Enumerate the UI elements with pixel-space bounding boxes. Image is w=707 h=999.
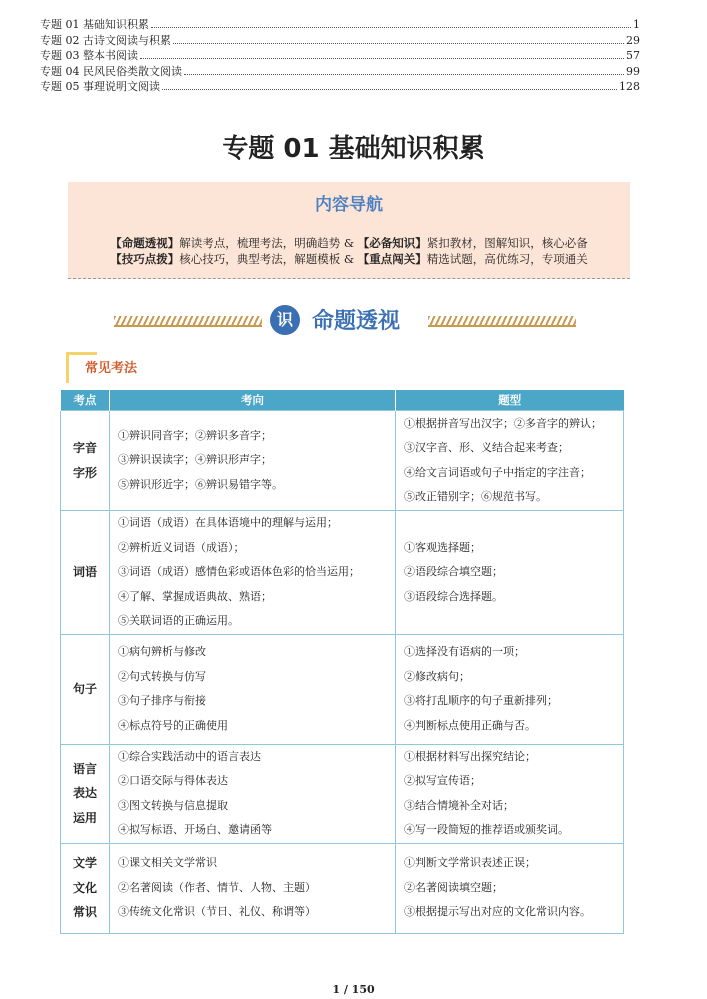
direction-item: ②名著阅读（作者、情节、人物、主题）	[118, 880, 316, 894]
direction-item: ③句子排序与衔接	[118, 694, 206, 707]
type-cell	[396, 634, 624, 744]
nav-text: 精选试题，高优练习，专项通关	[426, 252, 588, 266]
nav-tag: 【必备知识】	[357, 236, 427, 250]
toc-entry[interactable]	[40, 33, 640, 49]
direction-item: ①病句辨析与修改	[118, 645, 206, 658]
key-line: 语言	[72, 761, 97, 776]
type-cell	[396, 411, 624, 511]
direction-cell	[110, 634, 396, 744]
stripe-decoration	[428, 316, 576, 327]
toc-label: 专题 02 古诗文阅读与积累	[40, 33, 171, 47]
type-item: ①判断文学常识表述正误；	[404, 856, 536, 870]
nav-tag: 【命题透视】	[110, 236, 180, 250]
table-row	[61, 411, 624, 511]
nav-text: 紧扣教材，图解知识，核心必备	[426, 236, 588, 250]
page-number: 1 / 150	[332, 983, 375, 996]
section-title: 常见考法	[85, 361, 138, 376]
stripe-decoration	[114, 316, 262, 327]
type-item: ①选择没有语病的一项；	[404, 645, 525, 658]
key-line: 运用	[72, 810, 97, 825]
direction-item: ①词语（成语）在具体语境中的理解与运用；	[118, 516, 338, 529]
col-header: 题型	[396, 390, 624, 411]
direction-item: ②句式转换与仿写	[118, 669, 206, 683]
direction-item: ③传统文化常识（节日、礼仪、称谓等）	[118, 905, 316, 919]
table-row	[61, 843, 624, 933]
direction-item: ④了解、掌握成语典故、熟语；	[118, 589, 272, 603]
key-line: 词语	[72, 565, 97, 579]
toc-label: 专题 01 基础知识积累	[40, 18, 149, 31]
direction-item: ③词语（成语）感情色彩或语体色彩的恰当运用；	[118, 565, 360, 578]
nav-tag: 【重点闯关】	[357, 252, 427, 266]
toc-page: 57	[626, 49, 640, 62]
type-item: ④写一段简短的推荐语或颁奖词。	[404, 823, 569, 836]
table-row	[61, 511, 624, 635]
type-item: ①根据拼音写出汉字；②多音字的辨认；	[404, 416, 602, 430]
type-item: ③汉字音、形、义结合起来考查；	[404, 441, 569, 454]
direction-item: ③辨识误读字；④辨识形声字；	[118, 453, 272, 467]
type-item: ⑤改正错别字；⑥规范书写。	[404, 490, 547, 503]
direction-item: ④拟写标语、开场白、邀请函等	[118, 823, 272, 836]
badge-icon: 识	[270, 305, 300, 335]
toc-page: 128	[619, 80, 640, 93]
type-item: ②语段综合填空题；	[404, 565, 503, 578]
table-of-contents	[40, 17, 640, 95]
toc-entry[interactable]	[40, 17, 640, 33]
nav-heading: 内容导航	[315, 195, 383, 215]
toc-entry[interactable]	[40, 64, 640, 80]
key-line: 句子	[72, 681, 97, 696]
exam-point	[61, 411, 110, 511]
type-cell	[396, 511, 624, 635]
direction-item: ①辨识同音字；②辨识多音字；	[118, 428, 272, 442]
type-cell	[396, 843, 624, 933]
key-line: 字音	[72, 441, 97, 455]
toc-page: 1	[633, 18, 640, 31]
nav-line-2	[68, 251, 630, 267]
type-item: ①根据材料写出探究结论；	[404, 749, 536, 763]
type-item: ②修改病句；	[404, 669, 470, 683]
direction-item: ⑤辨识形近字；⑥辨识易错字等。	[118, 477, 283, 491]
toc-label: 专题 04 民风民俗类散文阅读	[40, 64, 182, 78]
key-line: 文学	[72, 856, 97, 871]
key-line: 字形	[72, 465, 97, 480]
section-banner	[0, 303, 707, 339]
nav-tag: 【技巧点拨】	[110, 252, 180, 266]
type-item: ②拟写宣传语；	[404, 774, 481, 787]
direction-item: ①课文相关文学常识	[118, 856, 217, 870]
banner-title: 命题透视	[312, 309, 401, 334]
type-item: ①客观选择题；	[404, 540, 481, 554]
type-cell	[396, 744, 624, 843]
exam-points-table	[60, 390, 624, 934]
col-header: 考向	[110, 390, 396, 411]
nav-text: 核心技巧，典型考法，解题模板 &	[179, 252, 358, 266]
exam-point	[61, 843, 110, 933]
page-title: 专题 01 基础知识积累	[222, 134, 485, 164]
direction-cell	[110, 744, 396, 843]
exam-point	[61, 511, 110, 635]
type-item: ③根据提示写出对应的文化常识内容。	[404, 905, 591, 919]
toc-entry[interactable]	[40, 79, 640, 95]
direction-item: ⑤关联词语的正确运用。	[118, 614, 239, 627]
toc-label: 专题 03 整本书阅读	[40, 49, 138, 62]
toc-leader	[173, 43, 624, 44]
direction-item: ④标点符号的正确使用	[118, 718, 228, 732]
toc-page: 99	[626, 64, 640, 78]
direction-item: ②辨析近义词语（成语）；	[118, 540, 245, 554]
direction-cell	[110, 411, 396, 511]
toc-page: 29	[626, 33, 640, 47]
exam-point	[61, 634, 110, 744]
toc-label: 专题 05 事理说明文阅读	[40, 80, 160, 93]
content-nav-box	[68, 182, 630, 279]
nav-text: 解读考点，梳理考法，明确趋势 &	[179, 236, 358, 250]
toc-leader	[151, 27, 631, 28]
type-item: ②名著阅读填空题；	[404, 880, 503, 894]
type-item: ③结合情境补全对话；	[404, 798, 514, 812]
direction-cell	[110, 843, 396, 933]
col-header: 考点	[61, 390, 110, 411]
table-row	[61, 744, 624, 843]
toc-entry[interactable]	[40, 48, 640, 64]
nav-line-1	[68, 235, 630, 251]
key-line: 文化	[72, 880, 97, 895]
toc-leader	[162, 89, 617, 90]
direction-item: ①综合实践活动中的语言表达	[118, 749, 261, 763]
type-item: ③将打乱顺序的句子重新排列；	[404, 694, 558, 707]
type-item: ③语段综合选择题。	[404, 589, 503, 603]
type-item: ④给文言词语或句子中指定的字注音；	[404, 465, 591, 479]
direction-item: ②口语交际与得体表达	[118, 774, 228, 787]
type-item: ④判断标点使用正确与否。	[404, 718, 536, 732]
exam-point	[61, 744, 110, 843]
table-row	[61, 634, 624, 744]
direction-item: ③图文转换与信息提取	[118, 798, 228, 812]
key-line: 常识	[72, 905, 97, 920]
toc-leader	[184, 74, 624, 75]
direction-cell	[110, 511, 396, 635]
key-line: 表达	[72, 786, 97, 801]
toc-leader	[140, 58, 624, 59]
